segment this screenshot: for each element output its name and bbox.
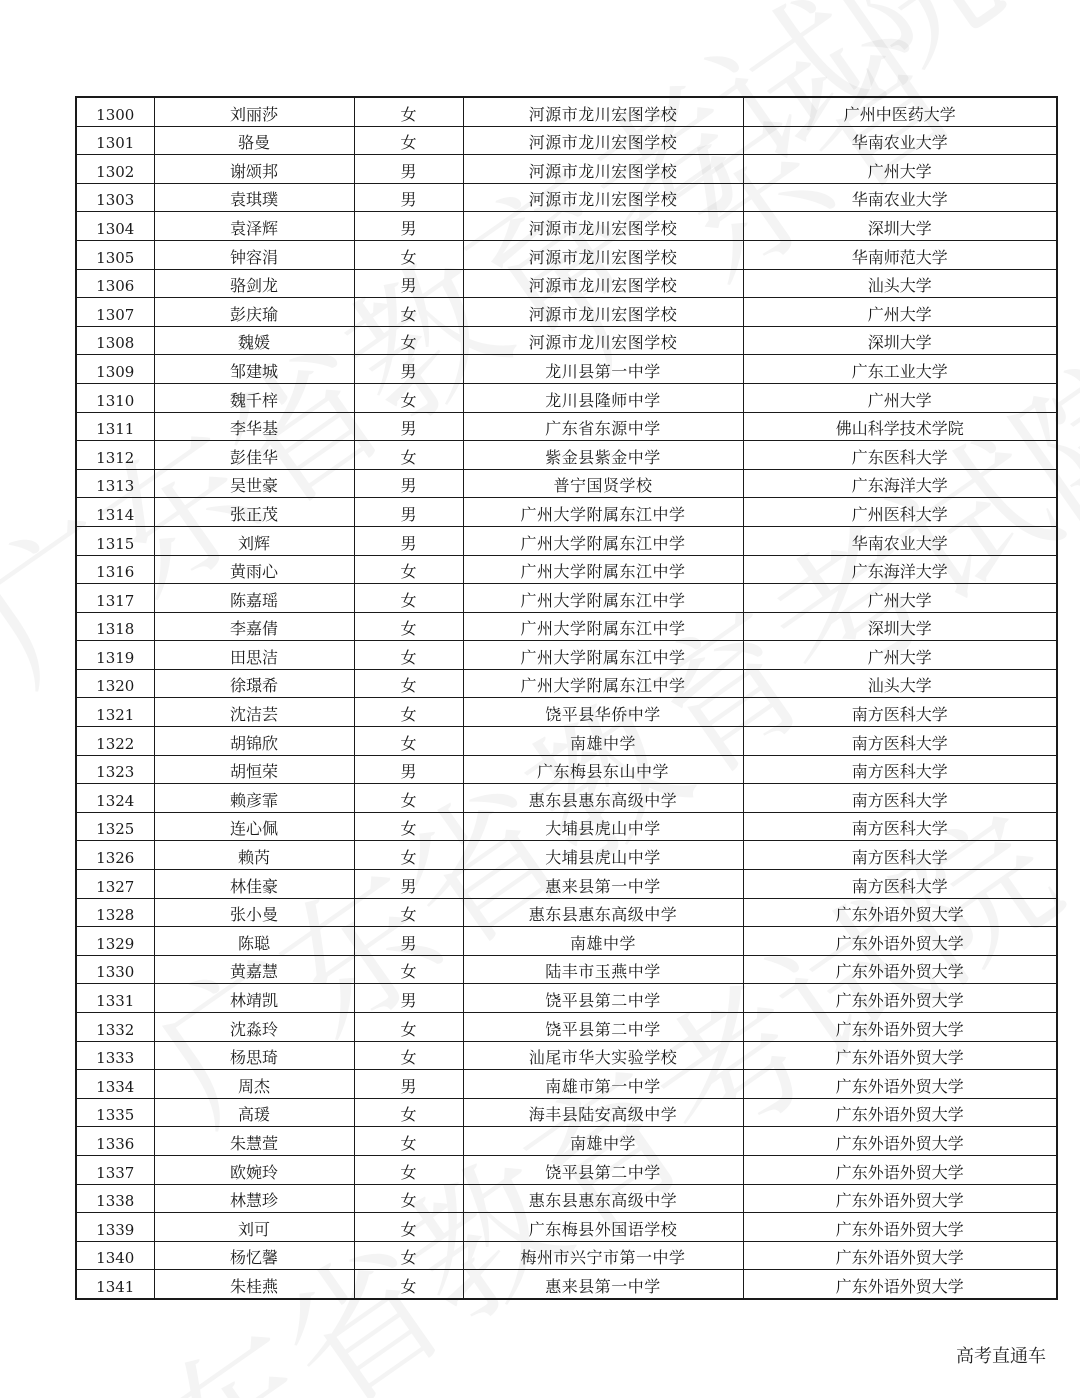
gender-cell: 女 [354, 240, 463, 269]
gender-cell: 女 [354, 641, 463, 670]
admission-table-body [76, 97, 1057, 1299]
gender-cell: 女 [354, 383, 463, 412]
serial-number-cell: 1323 [76, 755, 154, 784]
student-name-cell: 袁琪璞 [154, 183, 354, 212]
student-name-cell: 沈淼玲 [154, 1013, 354, 1042]
table-row [76, 641, 1057, 670]
university-cell: 广东外语外贸大学 [743, 1213, 1057, 1242]
admission-list-sheet [75, 96, 982, 1300]
university-cell: 南方医科大学 [743, 755, 1057, 784]
high-school-cell: 河源市龙川宏图学校 [463, 183, 743, 212]
high-school-cell: 广州大学附属东江中学 [463, 612, 743, 641]
high-school-cell: 紫金县紫金中学 [463, 441, 743, 470]
gender-cell: 男 [354, 927, 463, 956]
table-row [76, 1041, 1057, 1070]
high-school-cell: 南雄中学 [463, 727, 743, 756]
university-cell: 广东工业大学 [743, 355, 1057, 384]
table-row [76, 812, 1057, 841]
university-cell: 广州医科大学 [743, 498, 1057, 527]
student-name-cell: 魏千梓 [154, 383, 354, 412]
table-row [76, 1184, 1057, 1213]
university-cell: 广东海洋大学 [743, 469, 1057, 498]
university-cell: 南方医科大学 [743, 841, 1057, 870]
high-school-cell: 广东梅县外国语学校 [463, 1213, 743, 1242]
serial-number-cell: 1308 [76, 326, 154, 355]
student-name-cell: 沈洁芸 [154, 698, 354, 727]
gender-cell: 女 [354, 1127, 463, 1156]
student-name-cell: 赖芮 [154, 841, 354, 870]
university-cell: 广东外语外贸大学 [743, 927, 1057, 956]
high-school-cell: 河源市龙川宏图学校 [463, 269, 743, 298]
high-school-cell: 南雄中学 [463, 927, 743, 956]
student-name-cell: 连心佩 [154, 812, 354, 841]
university-cell: 广州大学 [743, 298, 1057, 327]
table-row [76, 269, 1057, 298]
table-row [76, 1127, 1057, 1156]
high-school-cell: 河源市龙川宏图学校 [463, 298, 743, 327]
serial-number-cell: 1335 [76, 1098, 154, 1127]
table-row [76, 469, 1057, 498]
table-row [76, 870, 1057, 899]
high-school-cell: 广东梅县东山中学 [463, 755, 743, 784]
gender-cell: 男 [354, 526, 463, 555]
table-row [76, 441, 1057, 470]
student-name-cell: 刘丽莎 [154, 97, 354, 126]
gender-cell: 男 [354, 1070, 463, 1099]
high-school-cell: 广州大学附属东江中学 [463, 669, 743, 698]
serial-number-cell: 1330 [76, 955, 154, 984]
serial-number-cell: 1303 [76, 183, 154, 212]
student-name-cell: 彭佳华 [154, 441, 354, 470]
gender-cell: 女 [354, 441, 463, 470]
high-school-cell: 惠东县惠东高级中学 [463, 898, 743, 927]
table-row [76, 383, 1057, 412]
gender-cell: 女 [354, 555, 463, 584]
university-cell: 广东外语外贸大学 [743, 1241, 1057, 1270]
student-name-cell: 高瑗 [154, 1098, 354, 1127]
table-row [76, 984, 1057, 1013]
university-cell: 广东外语外贸大学 [743, 1098, 1057, 1127]
high-school-cell: 河源市龙川宏图学校 [463, 326, 743, 355]
serial-number-cell: 1313 [76, 469, 154, 498]
table-row [76, 1070, 1057, 1099]
university-cell: 佛山科学技术学院 [743, 412, 1057, 441]
high-school-cell: 普宁国贤学校 [463, 469, 743, 498]
serial-number-cell: 1301 [76, 126, 154, 155]
gender-cell: 女 [354, 841, 463, 870]
gender-cell: 女 [354, 955, 463, 984]
gender-cell: 女 [354, 1213, 463, 1242]
university-cell: 汕头大学 [743, 669, 1057, 698]
table-row [76, 784, 1057, 813]
university-cell: 广东外语外贸大学 [743, 1184, 1057, 1213]
university-cell: 南方医科大学 [743, 784, 1057, 813]
university-cell: 华南农业大学 [743, 526, 1057, 555]
high-school-cell: 龙川县隆师中学 [463, 383, 743, 412]
serial-number-cell: 1337 [76, 1155, 154, 1184]
serial-number-cell: 1314 [76, 498, 154, 527]
table-row [76, 841, 1057, 870]
gender-cell: 男 [354, 183, 463, 212]
student-name-cell: 周杰 [154, 1070, 354, 1099]
admission-table [75, 96, 1058, 1300]
gender-cell: 女 [354, 1098, 463, 1127]
table-row [76, 212, 1057, 241]
high-school-cell: 惠东县惠东高级中学 [463, 1184, 743, 1213]
gender-cell: 男 [354, 212, 463, 241]
gender-cell: 男 [354, 155, 463, 184]
university-cell: 广东海洋大学 [743, 555, 1057, 584]
table-row [76, 669, 1057, 698]
gender-cell: 女 [354, 1184, 463, 1213]
university-cell: 广东外语外贸大学 [743, 984, 1057, 1013]
table-row [76, 298, 1057, 327]
student-name-cell: 胡恒荣 [154, 755, 354, 784]
high-school-cell: 龙川县第一中学 [463, 355, 743, 384]
university-cell: 广东外语外贸大学 [743, 898, 1057, 927]
high-school-cell: 广州大学附属东江中学 [463, 641, 743, 670]
gender-cell: 男 [354, 412, 463, 441]
university-cell: 汕头大学 [743, 269, 1057, 298]
gender-cell: 女 [354, 1041, 463, 1070]
serial-number-cell: 1333 [76, 1041, 154, 1070]
gender-cell: 女 [354, 812, 463, 841]
university-cell: 广东外语外贸大学 [743, 1270, 1057, 1299]
high-school-cell: 南雄市第一中学 [463, 1070, 743, 1099]
gender-cell: 男 [354, 355, 463, 384]
serial-number-cell: 1336 [76, 1127, 154, 1156]
serial-number-cell: 1310 [76, 383, 154, 412]
table-row [76, 326, 1057, 355]
high-school-cell: 广州大学附属东江中学 [463, 498, 743, 527]
serial-number-cell: 1322 [76, 727, 154, 756]
serial-number-cell: 1321 [76, 698, 154, 727]
student-name-cell: 李华基 [154, 412, 354, 441]
serial-number-cell: 1328 [76, 898, 154, 927]
student-name-cell: 李嘉倩 [154, 612, 354, 641]
gender-cell: 女 [354, 612, 463, 641]
gender-cell: 女 [354, 97, 463, 126]
university-cell: 深圳大学 [743, 326, 1057, 355]
table-row [76, 755, 1057, 784]
high-school-cell: 河源市龙川宏图学校 [463, 212, 743, 241]
serial-number-cell: 1316 [76, 555, 154, 584]
university-cell: 广东外语外贸大学 [743, 1013, 1057, 1042]
high-school-cell: 河源市龙川宏图学校 [463, 155, 743, 184]
university-cell: 南方医科大学 [743, 812, 1057, 841]
gender-cell: 男 [354, 469, 463, 498]
gender-cell: 女 [354, 126, 463, 155]
student-name-cell: 田思洁 [154, 641, 354, 670]
university-cell: 华南农业大学 [743, 183, 1057, 212]
student-name-cell: 杨思琦 [154, 1041, 354, 1070]
student-name-cell: 林佳豪 [154, 870, 354, 899]
university-cell: 广州大学 [743, 584, 1057, 613]
serial-number-cell: 1325 [76, 812, 154, 841]
serial-number-cell: 1320 [76, 669, 154, 698]
university-cell: 深圳大学 [743, 212, 1057, 241]
university-cell: 南方医科大学 [743, 698, 1057, 727]
student-name-cell: 刘可 [154, 1213, 354, 1242]
student-name-cell: 徐璟希 [154, 669, 354, 698]
gender-cell: 女 [354, 298, 463, 327]
student-name-cell: 魏媛 [154, 326, 354, 355]
gender-cell: 女 [354, 698, 463, 727]
student-name-cell: 张正茂 [154, 498, 354, 527]
serial-number-cell: 1338 [76, 1184, 154, 1213]
serial-number-cell: 1340 [76, 1241, 154, 1270]
table-row [76, 584, 1057, 613]
high-school-cell: 大埔县虎山中学 [463, 841, 743, 870]
serial-number-cell: 1315 [76, 526, 154, 555]
source-brand-label: 高考直通车 [950, 1340, 1052, 1370]
table-row [76, 698, 1057, 727]
university-cell: 南方医科大学 [743, 870, 1057, 899]
high-school-cell: 汕尾市华大实验学校 [463, 1041, 743, 1070]
high-school-cell: 梅州市兴宁市第一中学 [463, 1241, 743, 1270]
gender-cell: 女 [354, 1241, 463, 1270]
student-name-cell: 朱桂燕 [154, 1270, 354, 1299]
university-cell: 广东外语外贸大学 [743, 955, 1057, 984]
serial-number-cell: 1317 [76, 584, 154, 613]
university-cell: 深圳大学 [743, 612, 1057, 641]
high-school-cell: 饶平县华侨中学 [463, 698, 743, 727]
university-cell: 广州中医药大学 [743, 97, 1057, 126]
serial-number-cell: 1331 [76, 984, 154, 1013]
serial-number-cell: 1326 [76, 841, 154, 870]
student-name-cell: 林慧珍 [154, 1184, 354, 1213]
university-cell: 广东医科大学 [743, 441, 1057, 470]
student-name-cell: 吴世豪 [154, 469, 354, 498]
student-name-cell: 张小曼 [154, 898, 354, 927]
student-name-cell: 陈嘉瑶 [154, 584, 354, 613]
student-name-cell: 陈聪 [154, 927, 354, 956]
student-name-cell: 邹建城 [154, 355, 354, 384]
high-school-cell: 广东省东源中学 [463, 412, 743, 441]
high-school-cell: 南雄中学 [463, 1127, 743, 1156]
high-school-cell: 惠来县第一中学 [463, 1270, 743, 1299]
high-school-cell: 河源市龙川宏图学校 [463, 126, 743, 155]
gender-cell: 男 [354, 269, 463, 298]
student-name-cell: 杨忆馨 [154, 1241, 354, 1270]
serial-number-cell: 1319 [76, 641, 154, 670]
serial-number-cell: 1324 [76, 784, 154, 813]
serial-number-cell: 1339 [76, 1213, 154, 1242]
table-row [76, 927, 1057, 956]
table-row [76, 355, 1057, 384]
gender-cell: 女 [354, 784, 463, 813]
table-row [76, 183, 1057, 212]
table-row [76, 498, 1057, 527]
serial-number-cell: 1300 [76, 97, 154, 126]
student-name-cell: 黄嘉慧 [154, 955, 354, 984]
gender-cell: 女 [354, 669, 463, 698]
high-school-cell: 海丰县陆安高级中学 [463, 1098, 743, 1127]
table-row [76, 1098, 1057, 1127]
table-row [76, 727, 1057, 756]
table-row [76, 612, 1057, 641]
serial-number-cell: 1329 [76, 927, 154, 956]
gender-cell: 女 [354, 326, 463, 355]
serial-number-cell: 1332 [76, 1013, 154, 1042]
serial-number-cell: 1327 [76, 870, 154, 899]
high-school-cell: 饶平县第二中学 [463, 1155, 743, 1184]
table-row [76, 898, 1057, 927]
serial-number-cell: 1318 [76, 612, 154, 641]
gender-cell: 女 [354, 727, 463, 756]
table-row [76, 1155, 1057, 1184]
gender-cell: 男 [354, 984, 463, 1013]
gender-cell: 女 [354, 1013, 463, 1042]
high-school-cell: 陆丰市玉燕中学 [463, 955, 743, 984]
student-name-cell: 欧婉玲 [154, 1155, 354, 1184]
serial-number-cell: 1305 [76, 240, 154, 269]
table-row [76, 155, 1057, 184]
student-name-cell: 袁泽辉 [154, 212, 354, 241]
gender-cell: 女 [354, 1270, 463, 1299]
student-name-cell: 胡锦欣 [154, 727, 354, 756]
university-cell: 广州大学 [743, 383, 1057, 412]
serial-number-cell: 1306 [76, 269, 154, 298]
serial-number-cell: 1311 [76, 412, 154, 441]
student-name-cell: 谢颂邦 [154, 155, 354, 184]
gender-cell: 女 [354, 898, 463, 927]
university-cell: 广州大学 [743, 155, 1057, 184]
student-name-cell: 黄雨心 [154, 555, 354, 584]
student-name-cell: 赖彦霏 [154, 784, 354, 813]
serial-number-cell: 1309 [76, 355, 154, 384]
student-name-cell: 钟容涓 [154, 240, 354, 269]
table-row [76, 412, 1057, 441]
high-school-cell: 广州大学附属东江中学 [463, 584, 743, 613]
university-cell: 广东外语外贸大学 [743, 1127, 1057, 1156]
table-row [76, 1213, 1057, 1242]
high-school-cell: 广州大学附属东江中学 [463, 526, 743, 555]
student-name-cell: 刘辉 [154, 526, 354, 555]
serial-number-cell: 1334 [76, 1070, 154, 1099]
gender-cell: 男 [354, 498, 463, 527]
university-cell: 华南农业大学 [743, 126, 1057, 155]
serial-number-cell: 1312 [76, 441, 154, 470]
high-school-cell: 河源市龙川宏图学校 [463, 97, 743, 126]
table-row [76, 955, 1057, 984]
high-school-cell: 惠东县惠东高级中学 [463, 784, 743, 813]
gender-cell: 男 [354, 870, 463, 899]
serial-number-cell: 1341 [76, 1270, 154, 1299]
high-school-cell: 饶平县第二中学 [463, 984, 743, 1013]
table-row [76, 1013, 1057, 1042]
serial-number-cell: 1304 [76, 212, 154, 241]
high-school-cell: 惠来县第一中学 [463, 870, 743, 899]
gender-cell: 女 [354, 1155, 463, 1184]
table-row [76, 555, 1057, 584]
serial-number-cell: 1307 [76, 298, 154, 327]
university-cell: 南方医科大学 [743, 727, 1057, 756]
university-cell: 广东外语外贸大学 [743, 1041, 1057, 1070]
student-name-cell: 彭庆瑜 [154, 298, 354, 327]
table-row [76, 97, 1057, 126]
serial-number-cell: 1302 [76, 155, 154, 184]
university-cell: 广州大学 [743, 641, 1057, 670]
gender-cell: 男 [354, 755, 463, 784]
table-row [76, 240, 1057, 269]
university-cell: 广东外语外贸大学 [743, 1155, 1057, 1184]
student-name-cell: 林靖凯 [154, 984, 354, 1013]
university-cell: 广东外语外贸大学 [743, 1070, 1057, 1099]
student-name-cell: 骆曼 [154, 126, 354, 155]
high-school-cell: 大埔县虎山中学 [463, 812, 743, 841]
university-cell: 华南师范大学 [743, 240, 1057, 269]
table-row [76, 1270, 1057, 1299]
table-row [76, 526, 1057, 555]
high-school-cell: 饶平县第二中学 [463, 1013, 743, 1042]
high-school-cell: 广州大学附属东江中学 [463, 555, 743, 584]
high-school-cell: 河源市龙川宏图学校 [463, 240, 743, 269]
gender-cell: 女 [354, 584, 463, 613]
student-name-cell: 骆剑龙 [154, 269, 354, 298]
table-row [76, 126, 1057, 155]
table-row [76, 1241, 1057, 1270]
student-name-cell: 朱慧萱 [154, 1127, 354, 1156]
